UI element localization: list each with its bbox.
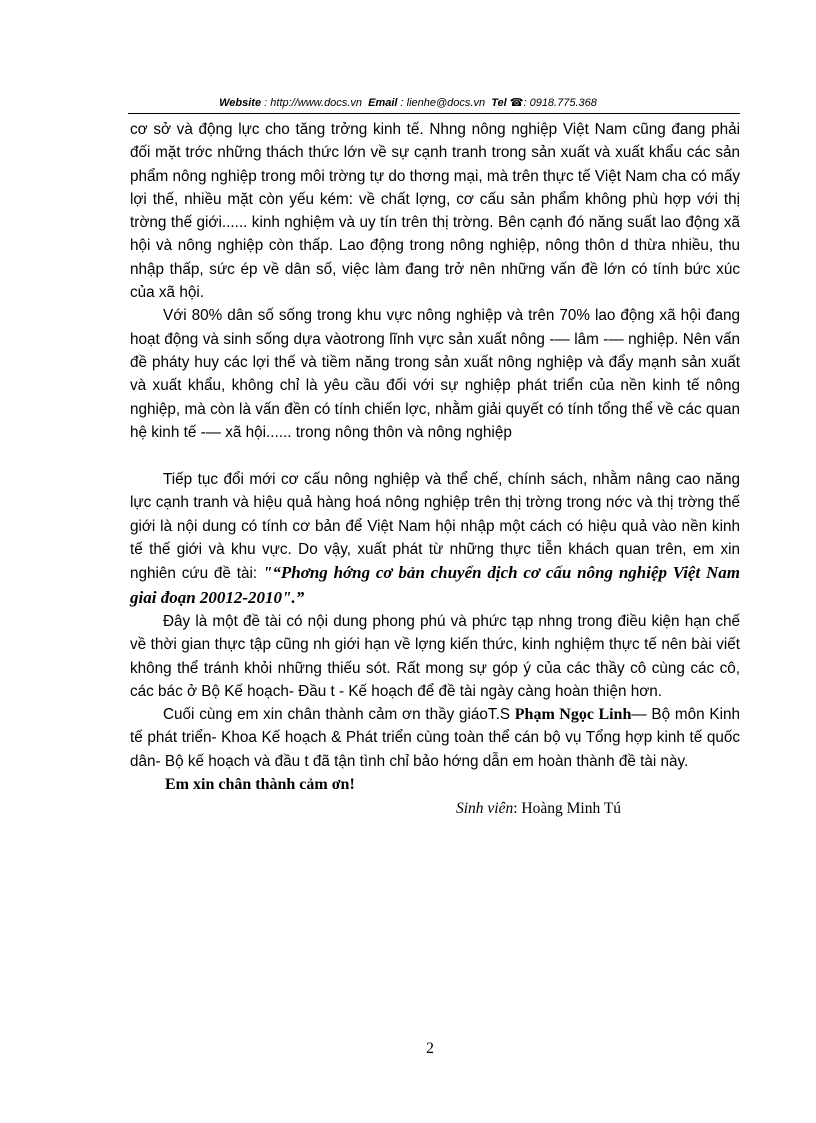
signature-name: : Hoàng Minh Tú [513, 800, 622, 818]
paragraph-2: Với 80% dân số sống trong khu vực nông nghiệp và trên 70% lao động xã hội đang hoạt động và sinh sống dựa vàotrong lĩnh vực sản xuất nông -— lâm -— nghiệp. Nên vấn đề pháty huy các lợi thế và tiềm năng trong sản xuất nông nghiệp và đẩy mạnh sản xuất và xuất khẩu, không chỉ là yêu cầu đối với sự nghiệp phát triển của nền kinh tế nông nghiệp, mà còn là vấn đền có tính chiến lợc, nhằm giải quyết có tính tổng thể về các quan hệ kinh tế -— xã hội...... trong nông thôn và nông nghiệp [130, 307, 740, 441]
paragraph-3 [130, 468, 740, 610]
paragraph-5 [130, 703, 740, 773]
paragraph-5-text-b: — Bộ môn Kinh tế phát triển- Khoa Kế hoạch & Phát triển cùng toàn thể cán bộ vụ Tổng hợp kinh tế quốc dân- Bộ kế hoạch và đầu t đã tận tình chỉ bảo hớng dẫn em hoàn thành đề tài này. [130, 706, 740, 770]
signature-line [130, 797, 740, 821]
phone-icon: ☎ [509, 97, 524, 109]
website-value: : http://www.docs.vn [264, 97, 362, 109]
tel-label: Tel [491, 97, 507, 109]
signature-label: Sinh viên [456, 800, 514, 818]
website-label: Website [219, 97, 262, 109]
email-value: : lienhe@docs.vn [400, 97, 486, 109]
tel-value: : 0918.775.368 [523, 97, 597, 109]
paragraph-4: Đây là một đề tài có nội dung phong phú và phức tạp nhng trong điều kiện hạn chế về thời gian thực tập cũng nh giới hạn về lợng kiến thức, kinh nghiệm thực tế nên bài viết không thể tránh khỏi những thiếu sót. Rất mong sự góp ý của các thầy cô cùng các cô, các bác ở Bộ Kế hoạch- Đầu t - Kế hoạch để đề tài ngày càng hoàn thiện hơn. [130, 612, 740, 700]
thanks-line: Em xin chân thành cảm ơn! [165, 776, 355, 794]
paragraph-gap [130, 444, 740, 468]
paragraph-1: cơ sở và động lực cho tăng trởng kinh tế. Nhng nông nghiệp Việt Nam cũng đang phải đối mặt trớc những thách thức lớn về sự cạnh tranh trong sản xuất và xuất khẩu các sản phẩm nông nghiệp trong môi trờng tự do thơng mại, mà trên thực tế Việt Nam cha có mấy lợi thế, nhiều mặt còn yếu kém: về chất lợng, cơ cấu sản phẩm không phù hợp với thị trờng thế giới...... kinh nghiệm và uy tín trên thị trờng. Bên cạnh đó năng suất lao động xã hội và nông nghiệp còn thấp. Lao động trong nông nghiệp, nông thôn d thừa nhiều, thu nhập thấp, sức ép về dân số, việc làm đang trở nên những vấn đề lớn có tính bức xúc của xã hội. [130, 121, 740, 302]
email-label: Email [368, 97, 398, 109]
page-number: 2 [426, 1040, 434, 1057]
page-header [0, 96, 816, 109]
paragraph-5-text-a: Cuối cùng em xin chân thành cảm ơn thầy giáoT.S [163, 706, 515, 724]
header-divider [128, 113, 740, 114]
thesis-title: "“Phơng hớng cơ bản chuyển dịch cơ cấu nông nghiệp Việt Nam giai đoạn 20012-2010".” [130, 563, 740, 607]
advisor-name: Phạm Ngọc Linh [514, 706, 632, 724]
paragraph-3-text: Tiếp tục đổi mới cơ cấu nông nghiệp và thể chế, chính sách, nhằm nâng cao năng lực cạnh tranh và hiệu quả hàng hoá nông nghiệp trên thị trờng trong nớc và thị trờng thế giới là nội dung có tính cơ bản để Việt Nam hội nhập một cách có hiệu quả vào nền kinh tế thế giới và khu vực. Do vậy, xuất phát từ những thực tiễn khách quan trên, em xin nghiên cứu đề tài: [130, 471, 740, 583]
document-body [130, 118, 740, 821]
